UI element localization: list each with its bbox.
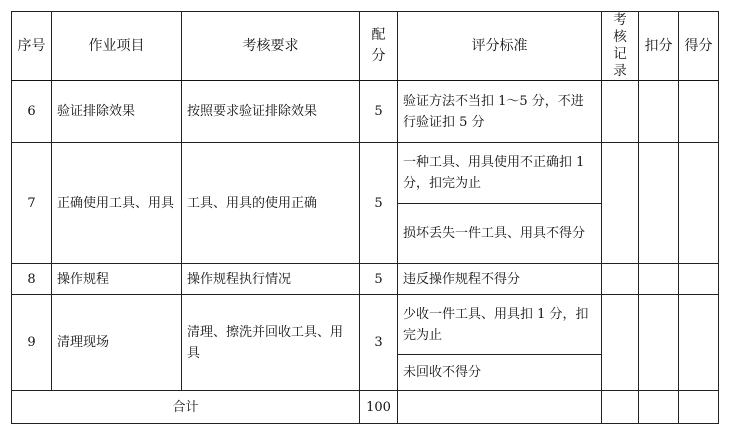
cell-seq: 8 [12, 264, 52, 295]
header-record-line2: 记录 [613, 46, 627, 79]
header-deduct: 扣分 [639, 12, 679, 81]
cell-criteria: 验证方法不当扣 1～5 分，不进行验证扣 5 分 [398, 81, 602, 143]
header-record-line1: 考核 [613, 12, 627, 45]
header-item: 作业项目 [52, 12, 182, 81]
cell-deduct [639, 264, 679, 295]
cell-score: 3 [360, 295, 398, 391]
cell-seq: 6 [12, 81, 52, 143]
total-deduct [639, 391, 679, 424]
header-score: 配分 [360, 12, 398, 81]
cell-record [602, 81, 639, 143]
cell-seq: 9 [12, 295, 52, 391]
cell-obtained [679, 295, 719, 391]
total-criteria [398, 391, 602, 424]
cell-criteria: 违反操作规程不得分 [398, 264, 602, 295]
header-obtained: 得分 [679, 12, 719, 81]
table-row [12, 81, 719, 143]
cell-item: 操作规程 [52, 264, 182, 295]
cell-deduct [639, 143, 679, 264]
cell-item: 正确使用工具、用具 [52, 143, 182, 264]
cell-record [602, 264, 639, 295]
cell-requirement: 按照要求验证排除效果 [182, 81, 360, 143]
table-row [12, 295, 719, 355]
total-obtained [679, 391, 719, 424]
cell-score: 5 [360, 143, 398, 264]
cell-obtained [679, 143, 719, 264]
cell-requirement: 操作规程执行情况 [182, 264, 360, 295]
cell-score: 5 [360, 264, 398, 295]
cell-requirement: 清理、擦洗并回收工具、用具 [182, 295, 360, 391]
scoring-table [11, 11, 719, 424]
cell-deduct [639, 81, 679, 143]
header-requirement: 考核要求 [182, 12, 360, 81]
cell-deduct [639, 295, 679, 391]
cell-requirement: 工具、用具的使用正确 [182, 143, 360, 264]
cell-score: 5 [360, 81, 398, 143]
cell-item: 清理现场 [52, 295, 182, 391]
cell-obtained [679, 264, 719, 295]
table-row [12, 264, 719, 295]
cell-obtained [679, 81, 719, 143]
total-score: 100 [360, 391, 398, 424]
cell-seq: 7 [12, 143, 52, 264]
cell-criteria: 一种工具、用具使用不正确扣 1 分，扣完为止 [398, 143, 602, 204]
cell-record [602, 143, 639, 264]
cell-record [602, 295, 639, 391]
cell-item: 验证排除效果 [52, 81, 182, 143]
cell-criteria: 损坏丢失一件工具、用具不得分 [398, 204, 602, 264]
scoring-table-frame [11, 11, 718, 415]
total-label: 合计 [12, 391, 360, 424]
header-criteria: 评分标准 [398, 12, 602, 81]
table-row [12, 143, 719, 204]
total-row [12, 391, 719, 424]
total-record [602, 391, 639, 424]
cell-criteria: 少收一件工具、用具扣 1 分，扣完为止 [398, 295, 602, 355]
header-seq: 序号 [12, 12, 52, 81]
header-record [602, 12, 639, 81]
cell-criteria: 未回收不得分 [398, 355, 602, 391]
header-row [12, 12, 719, 81]
